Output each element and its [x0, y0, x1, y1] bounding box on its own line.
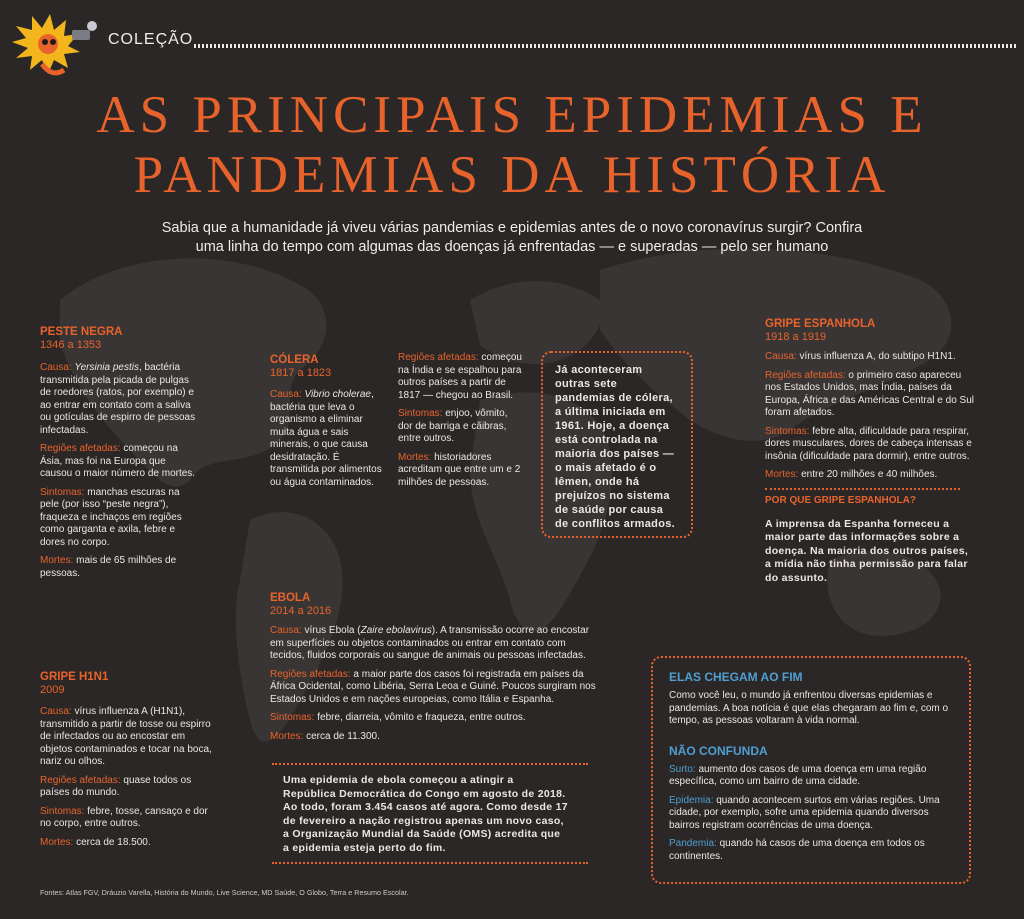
- espanhola-regioes-label: Regiões afetadas:: [765, 369, 846, 381]
- confunda-title: NÃO CONFUNDA: [669, 743, 768, 758]
- h1n1-years: 2009: [40, 684, 65, 696]
- ebola-body: [270, 625, 600, 743]
- ebola-mortes-label: Mortes:: [270, 730, 304, 742]
- espanhola-sintomas-label: Sintomas:: [765, 425, 810, 437]
- colera-regioes-text: começou na Índia e se espalhou para outros países a partir de 1817 — chegou ao Brasil.: [398, 352, 522, 401]
- colera-sintomas-text: enjoo, vômito, dor de barriga e cãibras, entre outros.: [398, 408, 508, 444]
- espanhola-causa-label: Causa:: [765, 351, 797, 362]
- ebola-fact-text: Uma epidemia de ebola começou a atingir a República Democrática do Congo em agosto de 2018. Ao todo, foram 3.454 casos até agora. Como desde 17 de fevereiro a nação registrou apenas um novo caso, a Organização Mundial da Saúde (OMS) acredita que a epidemia esteja perto do fim.: [283, 774, 568, 854]
- peste-sintomas-label: Sintomas:: [40, 486, 85, 498]
- ebola-sintomas-label: Sintomas:: [270, 712, 315, 723]
- end-info-box: [651, 656, 971, 884]
- colera-title: CÓLERA: [270, 354, 319, 366]
- confunda-body: [669, 764, 953, 864]
- epidemia-label: Epidemia:: [669, 794, 714, 806]
- colera-mortes-label: Mortes:: [398, 451, 432, 463]
- gripe-h1n1-section: [40, 671, 212, 855]
- peste-regioes-label: Regiões afetadas:: [40, 443, 121, 454]
- colera-details: [398, 352, 523, 495]
- surto-text: aumento dos casos de uma doença em uma região específica, como um bairro de uma cidade.: [669, 763, 927, 787]
- espanhola-regioes-text: o primeiro caso apareceu nos Estados Unidos, mas Índia, países da Europa, África e das Américas Central e do Sul foram afetados.: [765, 369, 974, 418]
- h1n1-causa-label: Causa:: [40, 706, 72, 717]
- peste-mortes-label: Mortes:: [40, 555, 74, 566]
- ebola-regioes-label: Regiões afetadas:: [270, 668, 351, 680]
- h1n1-mortes-text: cerca de 18.500.: [76, 836, 151, 848]
- colera-causa-species: Vibrio cholerae: [304, 389, 371, 400]
- espanhola-years: 1918 a 1919: [765, 331, 827, 343]
- colera-fact-box: [541, 351, 693, 538]
- peste-causa-text: , bactéria transmitida pela picada de pulgas de roedores (ratos, por exemplo) e ao entrar em contato com a saliva ou gotículas de espirro de pessoas infectadas.: [40, 362, 196, 436]
- epidemia-text: quando acontecem surtos em várias regiões. Uma cidade, por exemplo, sofre uma epidemia quando diversos bairros registram ocorrências de uma doença.: [669, 794, 940, 831]
- ebola-causa-text: ). A transmissão ocorre ao encostar em superfícies ou objetos contaminados ou entrar em contato com tecidos, fluidos corporais ou sangue de animais ou pessoas infectadas.: [270, 625, 590, 661]
- ebola-mortes-text: cerca de 11.300.: [306, 730, 380, 742]
- peste-causa-species: Yersinia pestis: [74, 362, 139, 373]
- colera-mortes-text: historiadores acreditam que entre um e 2 milhões de pessoas.: [398, 451, 521, 488]
- peste-mortes-text: mais de 65 milhões de pessoas.: [40, 555, 177, 579]
- h1n1-causa-text: vírus influenza A (H1N1), transmitido a partir de tosse ou espirro de infectados ou ao encostar em objetos contaminados e tocar na boca, nariz ou olhos.: [40, 706, 212, 767]
- ebola-title: EBOLA: [270, 592, 311, 604]
- colera-fact-text: Já aconteceram outras sete pandemias de cólera, a última iniciada em 1961. Hoje, a doença está controlada na maioria dos países — o mais afetado é o Iêmen, onde há prejuízos no sistema de saúde por causa de conflitos armados.: [555, 364, 675, 530]
- espanhola-mortes-label: Mortes:: [765, 469, 799, 480]
- colera-section: [270, 354, 388, 495]
- sources-footer: Fontes: Atlas FGV, Dráuzio Varella, História do Mundo, Live Science, MD Saúde, O Globo, Terra e Resumo Escolar.: [40, 888, 409, 897]
- gripe-espanhola-section: [765, 318, 975, 585]
- pandemia-label: Pandemia:: [669, 838, 717, 849]
- colera-regioes-label: Regiões afetadas:: [398, 352, 479, 363]
- espanhola-sintomas-text: febre alta, dificuldade para respirar, dores musculares, dores de cabeça intensas e insônia (dificuldade para dormir), entre outros.: [765, 425, 972, 462]
- why-spanish-title: POR QUE GRIPE ESPANHOLA?: [765, 494, 916, 506]
- why-spanish-text: A imprensa da Espanha forneceu a maior parte das informações sobre a doença. Na maioria dos outros países, a mídia não tinha permissão para falar do assunto.: [765, 517, 969, 584]
- peste-body: [40, 362, 200, 580]
- h1n1-body: [40, 706, 212, 849]
- surto-label: Surto:: [669, 763, 696, 775]
- ebola-causa-pre: vírus Ebola (: [304, 625, 361, 636]
- espanhola-body: [765, 351, 975, 482]
- espanhola-title: GRIPE ESPANHOLA: [765, 318, 876, 330]
- peste-title: PESTE NEGRA: [40, 326, 123, 338]
- h1n1-sintomas-label: Sintomas:: [40, 805, 85, 817]
- colera-causa-text: , bactéria que leva o organismo a eliminar muita água e sais minerais, o que causa desidratação. É transmitida por alimentos ou água contaminados.: [270, 389, 382, 488]
- h1n1-regioes-label: Regiões afetadas:: [40, 774, 121, 786]
- pandemia-text: quando há casos de uma doença em todos os continentes.: [669, 838, 925, 862]
- ebola-sintomas-text: febre, diarreia, vômito e fraqueza, entre outros.: [317, 712, 526, 723]
- espanhola-causa-text: vírus influenza A, do subtipo H1N1.: [799, 351, 956, 362]
- h1n1-mortes-label: Mortes:: [40, 836, 74, 848]
- page-title-line-2: PANDEMIAS DA HISTÓRIA: [133, 146, 891, 204]
- peste-regioes-text: começou na Ásia, mas foi na Europa que causou o maior número de mortes.: [40, 443, 196, 479]
- h1n1-sintomas-text: febre, tosse, cansaço e dor no corpo, entre outros.: [40, 805, 208, 829]
- ebola-causa-label: Causa:: [270, 625, 302, 636]
- intro-text: [120, 219, 904, 257]
- colera-sintomas-label: Sintomas:: [398, 408, 443, 419]
- colera-years: 1817 a 1823: [270, 367, 332, 379]
- fim-text: Como você leu, o mundo já enfrentou diversas epidemias e pandemias. A boa notícia é que elas chegaram ao fim e, com o tempo, as pessoas voltaram à vida normal.: [669, 690, 949, 726]
- intro-line-1: Sabia que a humanidade já viveu várias pandemias e epidemias antes de o novo coronavírus surgir? Confira: [161, 220, 863, 236]
- ebola-years: 2014 a 2016: [270, 605, 332, 617]
- header-divider: [194, 44, 1018, 48]
- ebola-causa-species: Zaire ebolavirus: [360, 625, 432, 636]
- h1n1-title: GRIPE H1N1: [40, 671, 109, 683]
- ebola-box-bottom-rule: [272, 862, 588, 864]
- mascot-logo-icon: [8, 12, 104, 84]
- collection-label: COLEÇÃO: [108, 31, 194, 48]
- colera-causa: [270, 389, 388, 489]
- fim-title: ELAS CHEGAM AO FIM: [669, 670, 803, 684]
- peste-years: 1346 a 1353: [40, 339, 102, 351]
- ebola-section: [270, 592, 600, 749]
- espanhola-mortes-text: entre 20 milhões e 40 milhões.: [801, 469, 938, 480]
- ebola-box-top-rule: [272, 763, 588, 765]
- intro-line-2: uma linha do tempo com algumas das doenças já enfrentadas — e superadas — pelo ser humano: [195, 239, 829, 255]
- peste-causa-label: Causa:: [40, 362, 72, 373]
- peste-negra-section: [40, 326, 200, 586]
- ebola-regioes-text: a maior parte dos casos foi registrada em países da África Ocidental, como Libéria, Serra Leoa e Guiné. Poucos surgiram nos Estados Unidos e em nações europeias, como Itália e Espanha.: [270, 668, 596, 705]
- espanhola-divider: [765, 488, 960, 490]
- peste-sintomas-text: manchas escuras na pele (por isso “peste negra”), fraqueza e inchaços em regiões como garganta e axila, febre e dores no corpo.: [40, 486, 182, 548]
- h1n1-regioes-text: quase todos os países do mundo.: [40, 774, 192, 798]
- colera-causa-label: Causa:: [270, 389, 302, 400]
- page-title-line-1: AS PRINCIPAIS EPIDEMIAS E: [96, 86, 928, 144]
